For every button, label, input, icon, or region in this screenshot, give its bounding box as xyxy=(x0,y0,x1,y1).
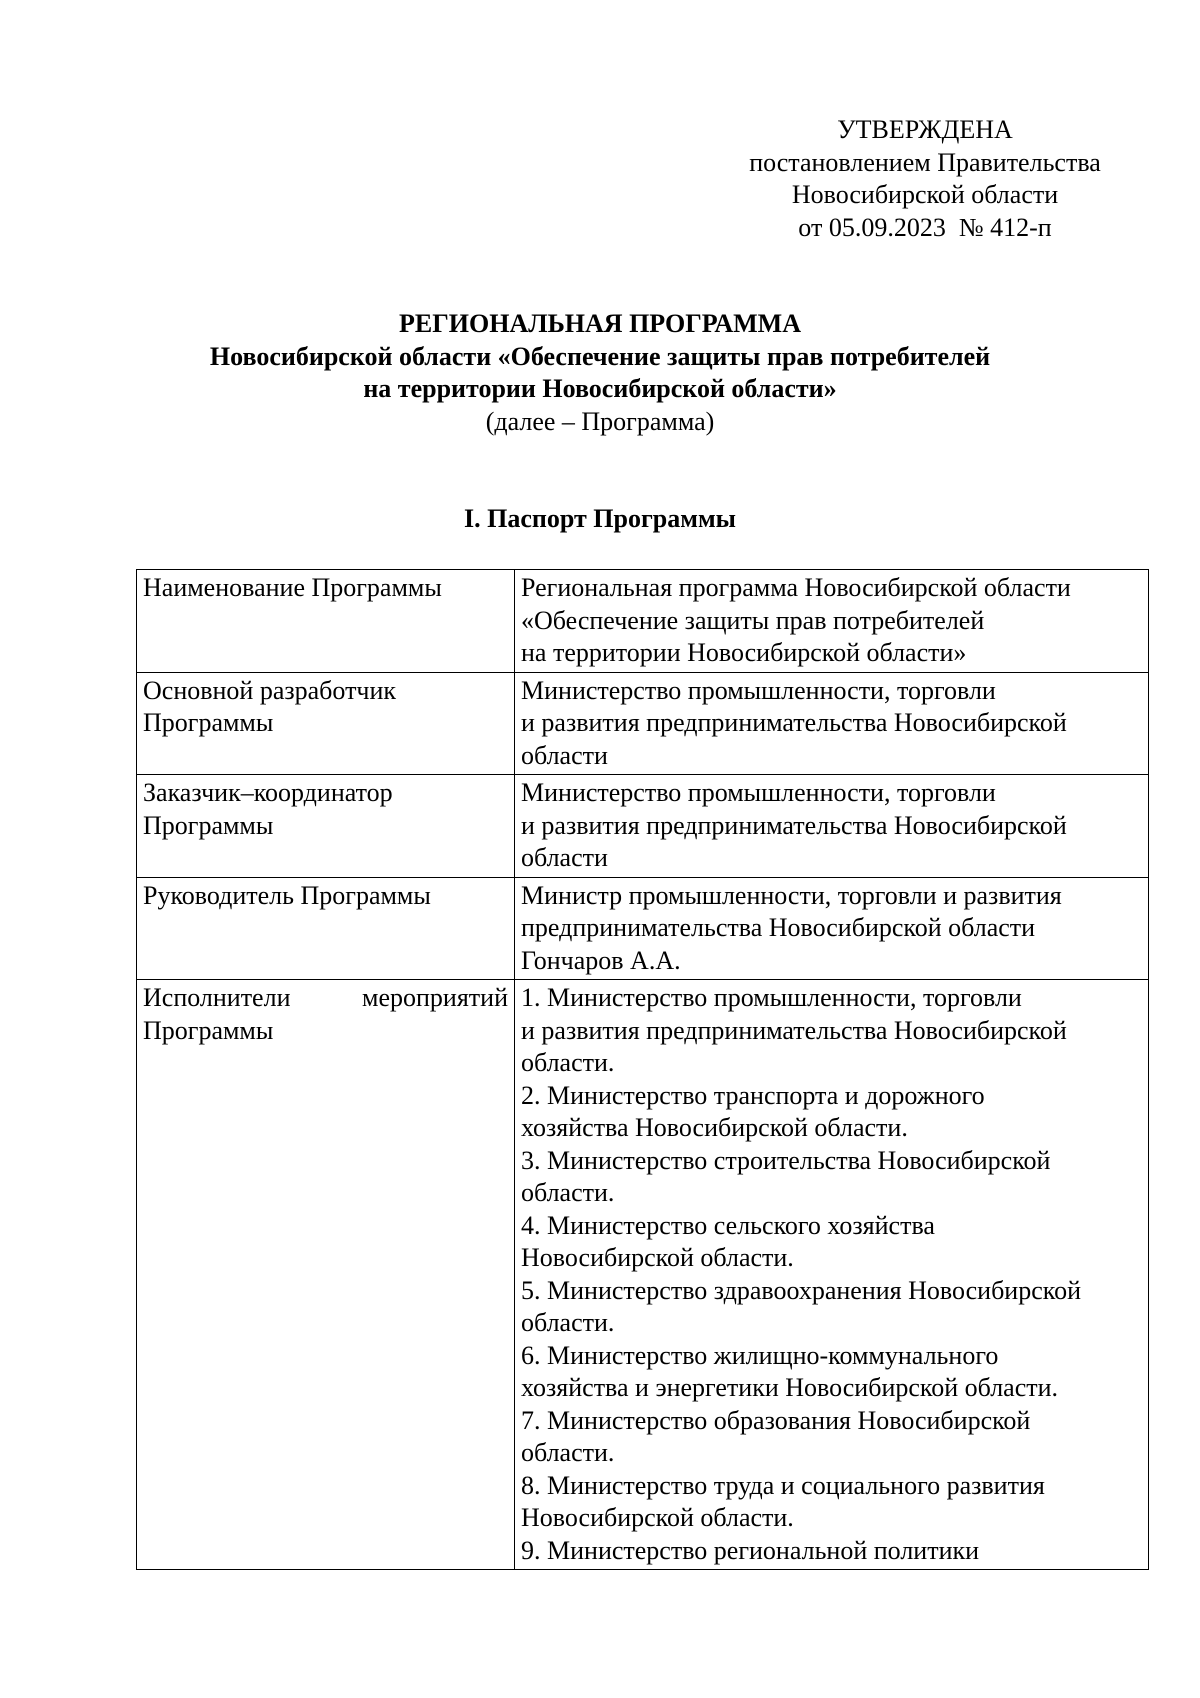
value-line: 7. Министерство образования Новосибирской xyxy=(521,1405,1031,1435)
value-line: Министерство промышленности, торговли xyxy=(521,778,996,807)
row-value-program-name xyxy=(515,570,1149,673)
document-title xyxy=(0,308,1200,438)
table-row xyxy=(137,672,1149,775)
value-line: предпринимательства Новосибирской области xyxy=(521,913,1036,942)
label-word: мероприятий xyxy=(362,983,508,1012)
table-row xyxy=(137,775,1149,878)
row-value-executors xyxy=(515,980,1149,1570)
label-line: Программы xyxy=(143,810,274,840)
value-line: области. xyxy=(521,1048,615,1077)
value-line: 1. Министерство промышленности, торговли xyxy=(521,983,1022,1012)
row-value-customer-coordinator xyxy=(515,775,1149,878)
title-line-1: РЕГИОНАЛЬНАЯ ПРОГРАММА xyxy=(399,309,801,338)
row-value-main-developer xyxy=(515,672,1149,775)
value-line: и развития предпринимательства Новосибирской xyxy=(521,708,1067,737)
value-line: 6. Министерство жилищно-коммунального xyxy=(521,1340,999,1370)
value-line: области. xyxy=(521,1308,615,1337)
label-line: Программы xyxy=(143,1015,274,1045)
value-line: хозяйства Новосибирской области. xyxy=(521,1113,908,1142)
row-value-program-head xyxy=(515,877,1149,980)
title-line-2: Новосибирской области «Обеспечение защиты прав потребителей xyxy=(209,341,991,371)
value-line: 2. Министерство транспорта и дорожного xyxy=(521,1080,985,1110)
value-line: Министр промышленности, торговли и развития xyxy=(521,880,1062,910)
approval-line-resolution: постановлением Правительства xyxy=(749,147,1101,177)
value-line: области. xyxy=(521,1178,615,1207)
value-line: Региональная программа Новосибирской области xyxy=(521,573,1071,602)
approval-stamp xyxy=(740,114,1110,244)
label-line: Руководитель Программы xyxy=(143,880,431,910)
approval-line-date-number: от 05.09.2023 № 412-п xyxy=(798,212,1052,242)
value-line: хозяйства и энергетики Новосибирской области. xyxy=(521,1373,1059,1402)
section-title: I. Паспорт Программы xyxy=(464,504,736,533)
row-label-main-developer xyxy=(137,672,515,775)
label-line-justified xyxy=(143,982,508,1015)
label-word: Исполнители xyxy=(143,983,291,1012)
passport-table xyxy=(136,569,1149,1570)
value-line: Гончаров А.А. xyxy=(521,945,681,975)
approval-line-approved: УТВЕРЖДЕНА xyxy=(837,115,1013,144)
value-line: Новосибирской области. xyxy=(521,1503,794,1532)
label-line: Наименование Программы xyxy=(143,573,442,602)
row-label-program-head xyxy=(137,877,515,980)
value-line: на территории Новосибирской области» xyxy=(521,638,967,667)
value-line: области xyxy=(521,740,608,770)
value-line: области. xyxy=(521,1438,615,1467)
value-line: Министерство промышленности, торговли xyxy=(521,675,996,705)
value-line: и развития предпринимательства Новосибирской xyxy=(521,810,1067,840)
row-label-executors xyxy=(137,980,515,1570)
approval-line-region: Новосибирской области xyxy=(791,180,1059,209)
row-label-program-name xyxy=(137,570,515,673)
value-line: 4. Министерство сельского хозяйства xyxy=(521,1210,935,1240)
table-row xyxy=(137,570,1149,673)
value-line: 3. Министерство строительства Новосибирской xyxy=(521,1145,1051,1175)
row-label-customer-coordinator xyxy=(137,775,515,878)
value-line: «Обеспечение защиты прав потребителей xyxy=(521,605,985,635)
value-line: Новосибирской области. xyxy=(521,1243,794,1272)
value-line: 5. Министерство здравоохранения Новосибирской xyxy=(521,1275,1081,1305)
title-line-4: (далее – Программа) xyxy=(485,406,715,436)
label-line: Основной разработчик xyxy=(143,675,397,705)
table-row xyxy=(137,877,1149,980)
label-line: Программы xyxy=(143,708,274,737)
value-line: 8. Министерство труда и социального развития xyxy=(521,1470,1045,1500)
value-line: и развития предпринимательства Новосибирской xyxy=(521,1015,1067,1045)
title-line-3: на территории Новосибирской области» xyxy=(363,374,837,403)
value-line: 9. Министерство региональной политики xyxy=(521,1535,980,1565)
value-line: области xyxy=(521,843,608,872)
table-row xyxy=(137,980,1149,1570)
label-line: Заказчик–координатор xyxy=(143,778,393,807)
